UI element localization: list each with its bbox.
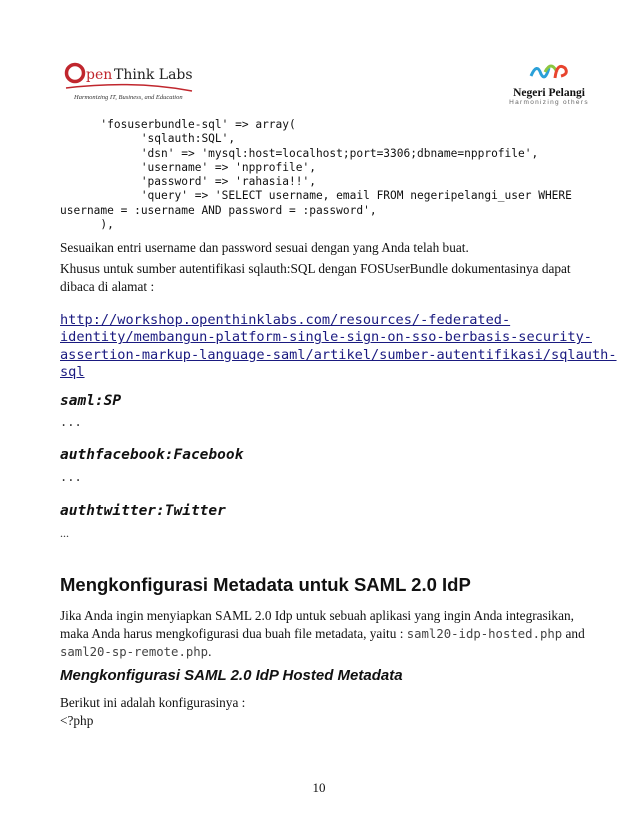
paragraph — [60, 607, 585, 662]
heading-idp-hosted-metadata: Mengkonfigurasi SAML 2.0 IdP Hosted Metadata — [60, 667, 403, 684]
section-body: ... — [60, 415, 82, 429]
section-title: authtwitter:Twitter — [60, 503, 226, 519]
rainbow-logo-graphic — [527, 60, 571, 82]
section-body: ... — [60, 470, 82, 484]
paragraph-text: Jika Anda ingin menyiapkan SAML 2.0 Idp untuk sebuah aplikasi yang ingin Anda integrasikan, maka Anda harus mengkofigurasi dua buah file metadata, yaitu : — [60, 608, 574, 641]
section-body: ... — [60, 526, 69, 540]
heading-metadata-saml-idp: Mengkonfigurasi Metadata untuk SAML 2.0 IdP — [60, 574, 471, 595]
filename: saml20-sp-remote.php — [60, 645, 209, 659]
svg-text:pen: pen — [86, 67, 113, 83]
negeri-pelangi-logo — [494, 60, 604, 106]
paragraph: <?php — [60, 713, 94, 728]
section-title: saml:SP — [60, 393, 122, 409]
documentation-link[interactable]: http://workshop.openthinklabs.com/resources/-federated- identity/membangun-platform-single-sign-on-sso-berbasis-security- assertion-markup-language-saml/artikel/sumber-autentifikasi/sqlauth- sql — [60, 312, 617, 380]
paragraph-text: and — [562, 625, 585, 641]
negeri-pelangi-tagline: Harmonizing others — [509, 99, 589, 106]
section-title: authfacebook:Facebook — [60, 447, 244, 463]
openthink-tagline: Harmonizing IT, Business, and Education — [74, 94, 183, 101]
svg-text:Think Labs: Think Labs — [114, 67, 193, 83]
code-block: 'fosuserbundle-sql' => array( 'sqlauth:SQL', 'dsn' => 'mysql:host=localhost;port=3306;dbname=npprofile', 'username' => 'npprofile', 'password' => 'rahasia!!', 'query' => 'SELECT username, email FROM negeripelangi_user WHERE username = :username AND password = :password', ), — [60, 118, 572, 232]
page-number: 10 — [312, 780, 326, 795]
paragraph: Khusus untuk sumber autentifikasi sqlauth:SQL dengan FOSUserBundle dokumentasinya dapat dibaca di alamat : — [60, 261, 571, 294]
paragraph: Berikut ini adalah konfigurasinya : — [60, 695, 246, 710]
negeri-pelangi-name: Negeri Pelangi — [513, 87, 585, 99]
filename: saml20-idp-hosted.php — [406, 626, 563, 641]
openthink-labs-logo — [64, 58, 194, 109]
paragraph: Sesuaikan entri username dan password sesuai dengan yang Anda telah buat. — [60, 240, 469, 255]
paragraph-text: . — [208, 644, 212, 659]
